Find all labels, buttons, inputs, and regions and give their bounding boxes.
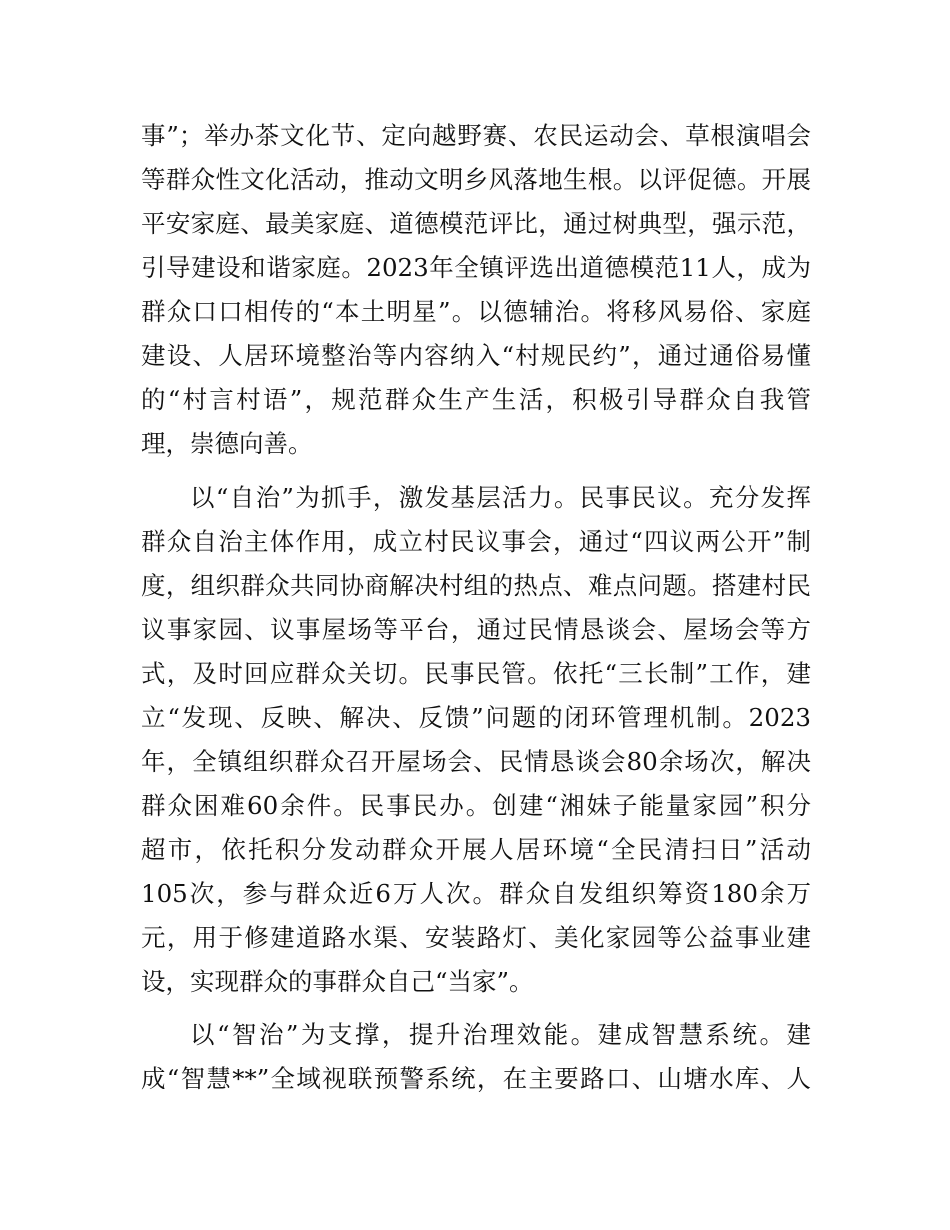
text-line: 成“智慧**”全域视联预警系统，在主要路口、山塘水库、人 [141,1064,811,1093]
text-line: 议事家园、议事屋场等平台，通过民情恳谈会、屋场会等方 [141,615,811,644]
text-line: 年，全镇组织群众召开屋场会、民情恳谈会80余场次，解决 [141,747,811,776]
paragraph-start-line: 以“智治”为支撑，提升治理效能。建成智慧系统。建 [190,1020,811,1049]
text-line: 式，及时回应群众关切。民事民管。依托“三长制”工作，建 [141,659,811,688]
text-line: 设，实现群众的事群众自己“当家”。 [141,967,534,996]
text-line: 理，崇德向善。 [141,429,313,458]
text-line: 平安家庭、最美家庭、道德模范评比，通过树典型，强示范， [141,209,811,238]
text-line: 建设、人居环境整治等内容纳入“村规民约”，通过通俗易懂 [141,341,811,370]
text-line: 元，用于修建道路水渠、安装路灯、美化家园等公益事业建 [141,923,811,952]
text-line: 群众困难60余件。民事民办。创建“湘妹子能量家园”积分 [141,791,811,820]
text-line: 引导建设和谐家庭。2023年全镇评选出道德模范11人，成为 [141,253,811,282]
text-line: 立“发现、反映、解决、反馈”问题的闭环管理机制。2023 [141,703,811,732]
text-line: 群众自治主体作用，成立村民议事会，通过“四议两公开”制 [141,527,811,556]
text-line: 的“村言村语”，规范群众生产生活，积极引导群众自我管 [141,385,811,414]
text-line: 事”；举办茶文化节、定向越野赛、农民运动会、草根演唱会 [141,121,811,150]
text-line: 群众口口相传的“本土明星”。以德辅治。将移风易俗、家庭 [141,297,811,326]
text-line: 等群众性文化活动，推动文明乡风落地生根。以评促德。开展 [141,165,811,194]
text-line: 超市，依托积分发动群众开展人居环境“全民清扫日”活动 [141,835,811,864]
text-line: 度，组织群众共同协商解决村组的热点、难点问题。搭建村民 [141,571,811,600]
text-line: 105次，参与群众近6万人次。群众自发组织筹资180余万 [141,879,811,908]
paragraph-start-line: 以“自治”为抓手，激发基层活力。民事民议。充分发挥 [190,483,811,512]
